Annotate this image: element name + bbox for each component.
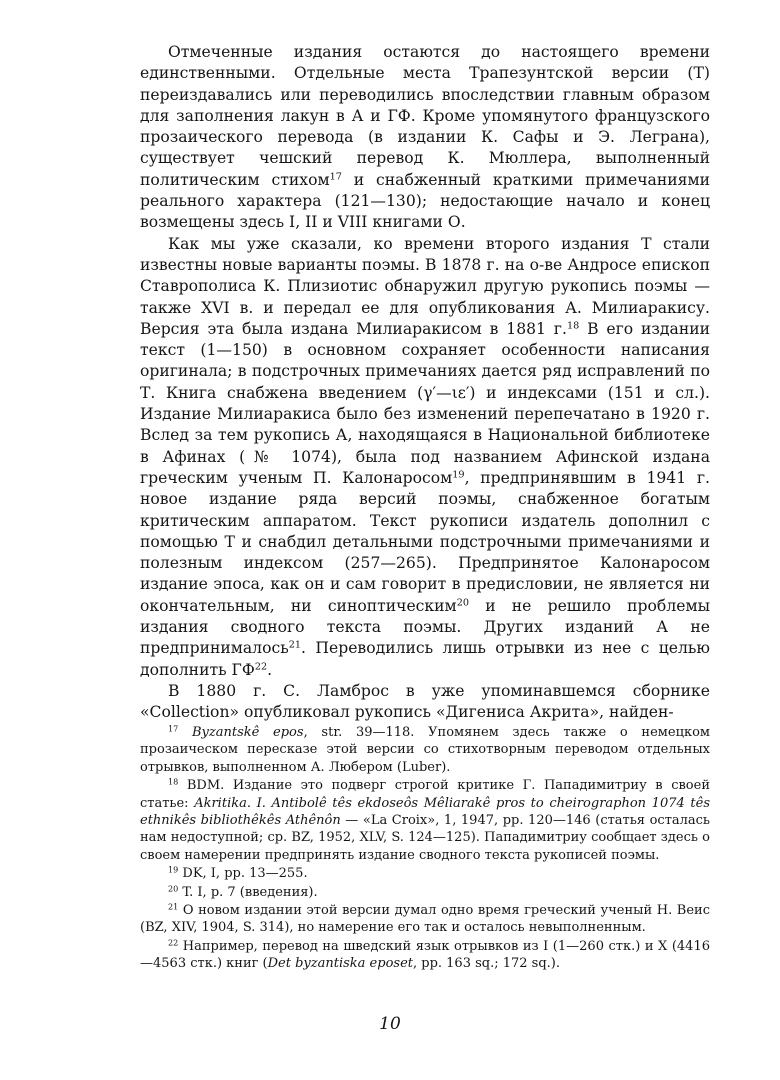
text-run: Как мы уже сказали, ко времени второго издания Т стали известны новые варианты поэмы. В 1878 г. на о-ве Андросе епископ Ставрополиса К. Плизиотис обнаружил другую рукопись поэмы — также XVI в. и передал ее для опубликования А. Милиаракису. Версия эта была издана Милиаракисом в 1881 г. [140,234,710,338]
paragraph [140,681,710,724]
footnote-text: Например, перевод на шведский язык отрывков из I (1—260 стк.) и X (4416—4563 стк.) книг ( [140,938,710,972]
text-run: и не решило проблемы издания сводного текста поэмы. Других изданий А не предпринималось [140,596,710,658]
text-run: , предпринявшим в 1941 г. новое издание ряда версий поэмы, снабженное богатым критическим аппаратом. Текст рукописи издатель дополнил с помощью Т и снабдил детальными подстрочными примечаниями и полезным индексом (257—265). Предпринятое Калонаросом издание эпоса, как он и сам говорит в предисловии, не является ни окончательным, ни синоптическим [140,468,710,615]
footnote [140,938,710,973]
text-run: Отмеченные издания остаются до настоящего времени единственными. Отдельные места Трапезунтской версии (Т) переиздавались или переводились впоследствии главным образом для заполнения лакун в А и ГФ. Кроме упомянутого французского прозаического перевода (в издании К. Сафы и Э. Леграна), существует чешский перевод К. Мюллера, выполненный политическим стихом [140,43,710,189]
footnote [140,902,710,937]
footnote-number: 22 [168,938,179,948]
footnote-text: О новом издании этой версии думал одно время греческий ученый Н. Веис (BZ, XIV, 1904, S. 314), но намерение его так и осталось невыполненным. [140,903,710,936]
text-run: В 1880 г. С. Ламброс в уже упоминавшемся сборнике «Collection» опубликовал рукопись «Дигениса Акрита», найден- [140,681,710,722]
citation-title: Byzantskê epos [191,725,304,740]
footnote-ref: 19 [452,469,465,481]
footnote-ref: 20 [456,597,469,609]
footnote-ref: 21 [288,640,302,651]
footnote-text: , str. 39—118. Упомянем здесь также о немецком прозаическом пересказе этой версии со стихотворным переводом отдельных отрывков, выполненном А. Любером (Luber). [140,725,711,775]
main-text [140,42,710,724]
footnote [140,777,710,864]
citation-title: Akritika. I. Antibolê tês ekdoseôs Mêliarakê pros to cheirographon 1074 tês ethnikês bibliothêkês Athênôn [140,795,710,829]
paragraph [140,234,710,681]
footnote-ref: 22 [254,661,268,673]
footnote-number: 19 [168,865,179,875]
footnote [140,865,710,882]
footnote-number: 18 [168,777,179,787]
citation-title: Det byzantiska eposet [267,956,413,972]
footnote-text: DK, I, pp. 13—255. [182,866,308,882]
footnote [140,724,710,776]
footnote-ref: 18 [566,320,580,332]
page-number: 10 [379,1014,401,1034]
footnote [140,884,710,901]
footnote-text: — «La Croix», 1, 1947, pp. 120—146 (статья осталась нам недоступной; ср. BZ, 1952, XLV, S. 124—125). Пападимитриу сообщает здесь о своем намерении предпринять издание сводного текста рукописей поэмы. [140,813,711,863]
footnote-text: , pp. 163 sq.; 172 sq.). [412,956,561,972]
footnote-ref: 17 [329,171,342,183]
text-run: . Переводились лишь отрывки из нее с целью дополнить ГФ [140,639,710,679]
text-run: и снабженный краткими примечаниями реального характера (121—130); недостающие начало и конец возмещены здесь I, II и VIII книгами О. [140,170,710,232]
text-run: . [267,660,273,679]
footnote-text: BDM. Издание это подверг строгой критике Г. Пападимитриу в своей статье: [140,778,710,811]
footnotes [140,724,710,974]
footnote-number: 17 [168,724,179,734]
paragraph [140,42,710,234]
footnote-number: 20 [168,884,179,894]
footnote-text: T. I, p. 7 (введения). [182,884,318,900]
footnote-number: 21 [168,902,179,912]
text-run: В его издании текст (1—150) в основном сохраняет особенности написания оригинала; в подстрочных примечаниях дается ряд исправлений по Т. Книга снабжена введением (γ′—ιε′) и индексами (151 и сл.). Издание Милиаракиса было без изменений перепечатано в 1920 г. Вслед за тем рукопись А, находящаяся в Национальной библиотеке в Афинах (№ 1074), была под названием Афинской издана греческим ученым П. Калонаросом [140,319,710,487]
